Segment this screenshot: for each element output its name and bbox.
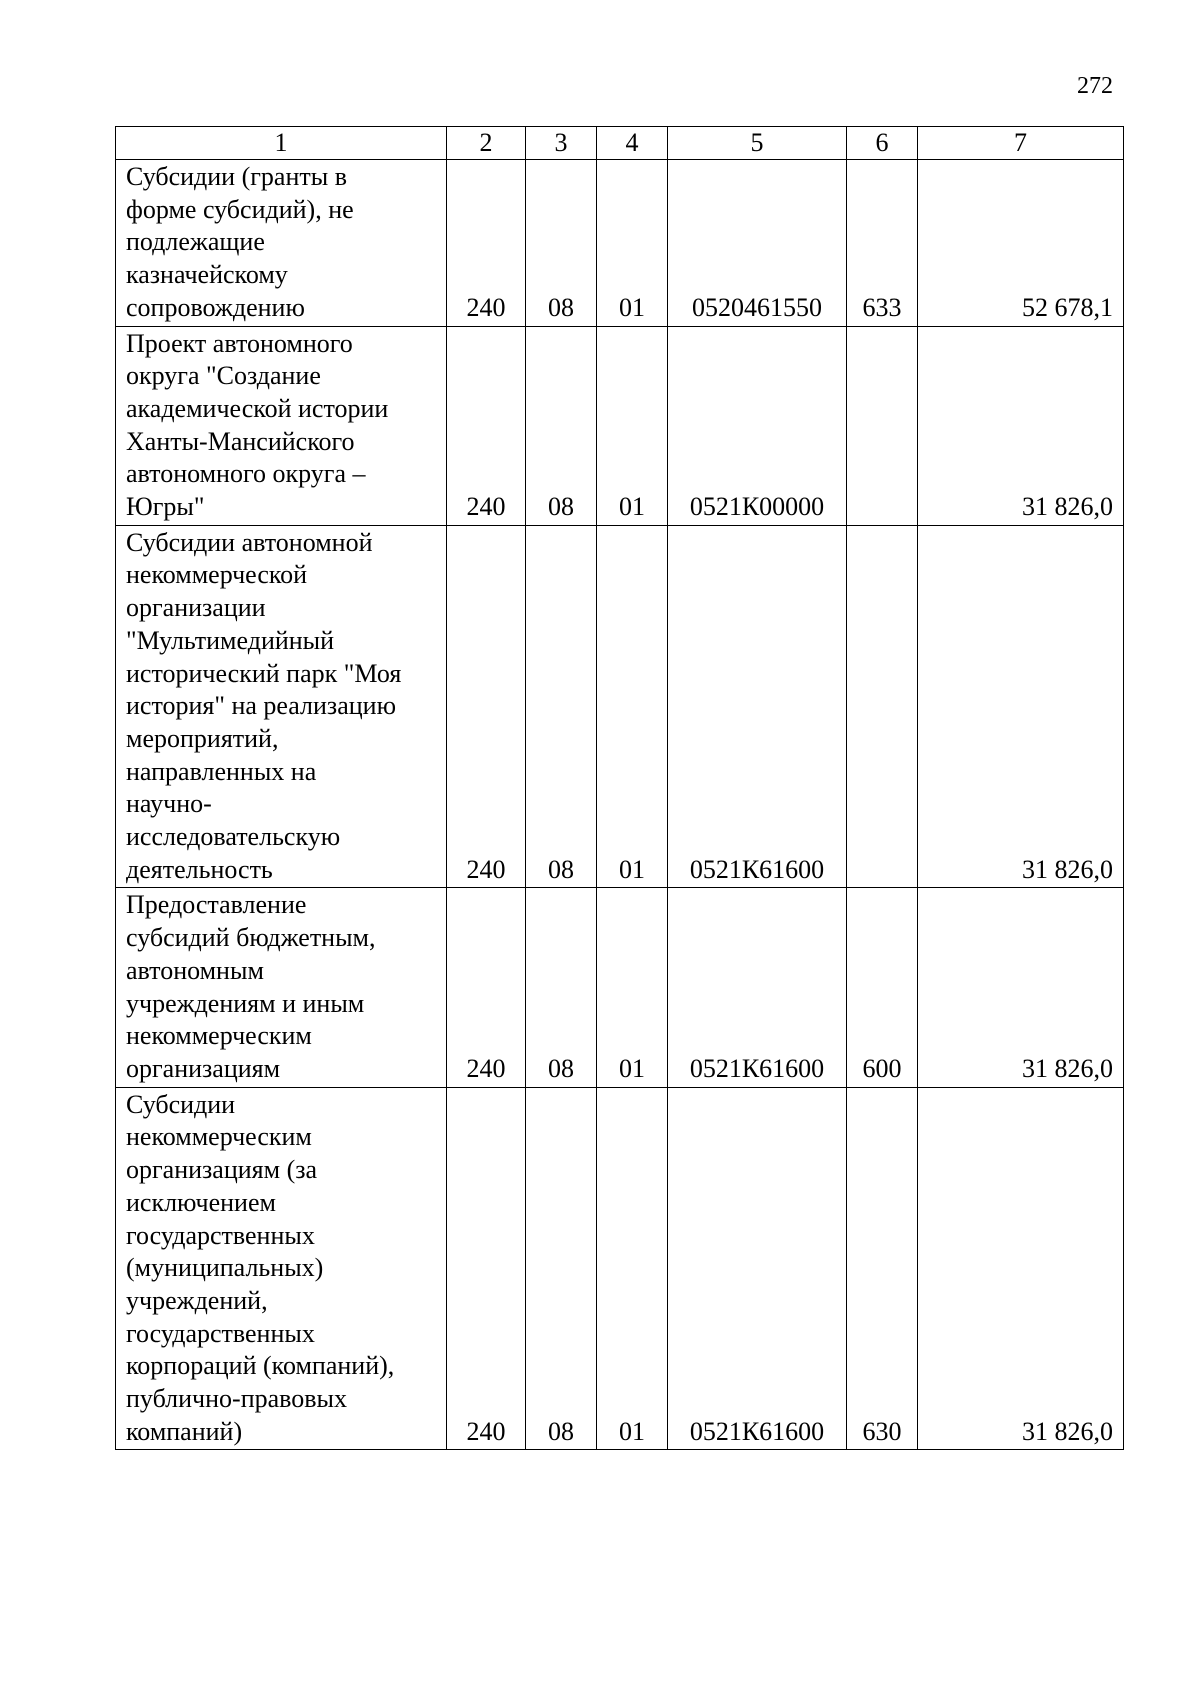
row-name-line: исключением: [126, 1187, 276, 1217]
row-name-line: научно-: [126, 789, 212, 819]
section-code-cell: 240: [447, 326, 526, 525]
row-name-line: Субсидии (гранты в: [126, 162, 347, 191]
row-name-line: учреждениям и иным: [126, 988, 365, 1018]
row-name-line: автономным: [126, 955, 264, 985]
row-name-line: государственных: [126, 1318, 315, 1348]
row-name-cell: [116, 326, 447, 525]
row-name-line: Ханты-Мансийского: [126, 426, 355, 456]
subsection-code-cell-2: 01: [597, 888, 668, 1087]
row-name-line: некоммерческим: [126, 1122, 312, 1152]
table-row: [116, 160, 1124, 327]
row-name-line: автономного округа –: [126, 459, 366, 489]
row-name-line: Субсидии: [126, 1089, 236, 1119]
table-row: [116, 1087, 1124, 1450]
row-name-line: некоммерческой: [126, 560, 308, 590]
row-name-line: исследовательскую: [126, 822, 341, 852]
table-row: [116, 888, 1124, 1087]
row-name-line: история" на реализацию: [126, 691, 396, 721]
row-name-cell: [116, 160, 447, 327]
column-header: 2: [447, 127, 526, 160]
row-name-line: Субсидии автономной: [126, 527, 373, 557]
row-name-line: округа "Создание: [126, 361, 321, 391]
subsection-code-cell: 08: [526, 326, 597, 525]
subsection-code-cell-2: 01: [597, 1087, 668, 1450]
expense-type-cell: [847, 525, 918, 888]
row-name-line: подлежащие: [126, 227, 265, 257]
row-name-line: мероприятий,: [126, 723, 279, 753]
row-name-line: Югры": [126, 492, 205, 522]
row-name-line: организации: [126, 593, 266, 623]
row-name-line: Проект автономного: [126, 328, 353, 358]
target-article-cell: 0520461550: [668, 160, 847, 327]
subsection-code-cell: 08: [526, 160, 597, 327]
row-name-line: форме субсидий), не: [126, 194, 354, 224]
row-name-line: сопровождению: [126, 292, 305, 322]
page-number: 272: [1077, 73, 1113, 99]
row-name-line: Предоставление: [126, 890, 307, 920]
section-code-cell: 240: [447, 1087, 526, 1450]
column-header: 3: [526, 127, 597, 160]
table-body: [116, 160, 1124, 1450]
row-name-line: деятельность: [126, 854, 273, 884]
row-name-cell: [116, 525, 447, 888]
row-name-line: академической истории: [126, 393, 389, 423]
column-header: 7: [918, 127, 1124, 160]
subsection-code-cell-2: 01: [597, 525, 668, 888]
subsection-code-cell: 08: [526, 888, 597, 1087]
amount-cell: 31 826,0: [918, 525, 1124, 888]
row-name-line: компаний): [126, 1416, 243, 1446]
amount-cell: 31 826,0: [918, 326, 1124, 525]
table-header-row: [116, 127, 1124, 160]
budget-table: [115, 126, 1124, 1450]
row-name-line: исторический парк "Моя: [126, 658, 402, 688]
table-row: [116, 326, 1124, 525]
column-header: 6: [847, 127, 918, 160]
row-name-line: организациям: [126, 1053, 281, 1083]
column-header: 1: [116, 127, 447, 160]
row-name-cell: [116, 1087, 447, 1450]
amount-cell: 52 678,1: [918, 160, 1124, 327]
target-article-cell: 0521К61600: [668, 1087, 847, 1450]
expense-type-cell: [847, 326, 918, 525]
row-name-line: "Мультимедийный: [126, 625, 335, 655]
row-name-cell: [116, 888, 447, 1087]
row-name-line: казначейскому: [126, 260, 288, 290]
row-name-line: направленных на: [126, 756, 317, 786]
row-name-line: публично-правовых: [126, 1384, 347, 1414]
section-code-cell: 240: [447, 160, 526, 327]
expense-type-cell: 633: [847, 160, 918, 327]
subsection-code-cell: 08: [526, 1087, 597, 1450]
table-row: [116, 525, 1124, 888]
subsection-code-cell-2: 01: [597, 326, 668, 525]
subsection-code-cell: 08: [526, 525, 597, 888]
expense-type-cell: 600: [847, 888, 918, 1087]
target-article-cell: 0521К61600: [668, 525, 847, 888]
section-code-cell: 240: [447, 525, 526, 888]
row-name-line: некоммерческим: [126, 1021, 312, 1051]
section-code-cell: 240: [447, 888, 526, 1087]
row-name-line: учреждений,: [126, 1285, 268, 1315]
column-header: 4: [597, 127, 668, 160]
row-name-line: государственных: [126, 1220, 315, 1250]
target-article-cell: 0521К61600: [668, 888, 847, 1087]
row-name-line: (муниципальных): [126, 1253, 324, 1283]
amount-cell: 31 826,0: [918, 1087, 1124, 1450]
row-name-line: субсидий бюджетным,: [126, 923, 376, 953]
row-name-line: корпораций (компаний),: [126, 1351, 395, 1381]
row-name-line: организациям (за: [126, 1155, 318, 1185]
amount-cell: 31 826,0: [918, 888, 1124, 1087]
column-header: 5: [668, 127, 847, 160]
expense-type-cell: 630: [847, 1087, 918, 1450]
target-article-cell: 0521К00000: [668, 326, 847, 525]
subsection-code-cell-2: 01: [597, 160, 668, 327]
